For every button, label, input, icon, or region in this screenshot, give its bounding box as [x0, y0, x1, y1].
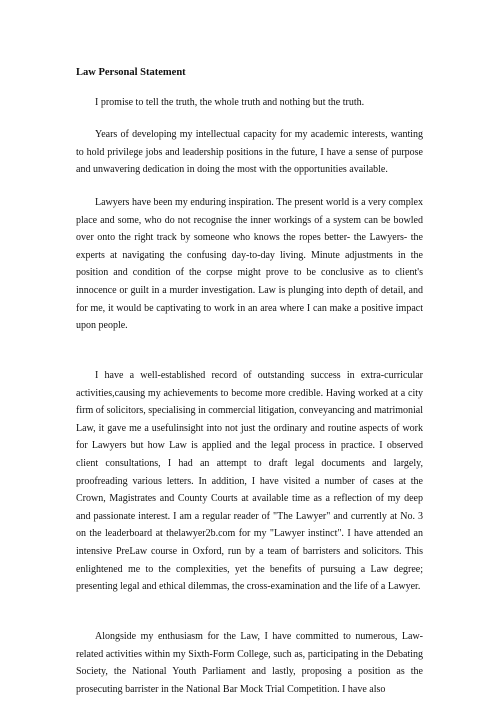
paragraph-5: Alongside my enthusiasm for the Law, I have committed to numerous, Law-related activities within my Sixth-Form College, such as, participating in the Debating Society, the National Youth Parliament and lastly, proposing a position as the prosecuting barrister in the National Bar Mock Trial Competition. I have also — [76, 631, 423, 695]
document-title: Law Personal Statement — [76, 67, 186, 78]
paragraph-2: Years of developing my intellectual capacity for my academic interests, wanting to hold privilege jobs and leadership positions in the future, I have a sense of purpose and unwavering dedication in doing the most with the opportunities available. — [76, 129, 423, 176]
paragraph-3: Lawyers have been my enduring inspiration. The present world is a very complex place and some, who do not recognise the inner workings of a system can be bowled over onto the right track by someone who knows the ropes better- the Lawyers- the experts at navigating the confusing day-to-day living. Minute adjustments in the position and condition of the corpse might prove to be conclusive as to client's innocence or guilt in a murder investigation. Law is plunging into depth of detail, and for me, it would be captivating to work in an area where I can make a positive impact upon people. — [76, 197, 423, 332]
paragraph-4: I have a well-established record of outstanding success in extra-curricular activities,causing my achievements to become more credible. Having worked at a city firm of solicitors, specialising in commercial litigation, conveyancing and matrimonial Law, it gave me a usefulinsight into not just the ordinary and routine aspects of work for Lawyers but how Law is applied and the legal process in practice. I observed client consultations, I had an attempt to draft legal documents and largely, proofreading various letters. In addition, I have visited a number of cases at the Crown, Magistrates and County Courts at available time as a reflection of my deep and passionate interest. I am a regular reader of "The Lawyer" and currently at No. 3 on the leaderboard at thelawyer2b.com for my "Lawyer instinct". I have attended an intensive PreLaw course in Oxford, run by a team of barristers and solicitors. This enlightened me to the complexities, yet the benefits of pursuing a Law degree; presenting legal and ethical dilemmas, the cross-examination and the life of a Lawyer. — [76, 370, 423, 593]
paragraph-1: I promise to tell the truth, the whole truth and nothing but the truth. — [95, 97, 365, 108]
